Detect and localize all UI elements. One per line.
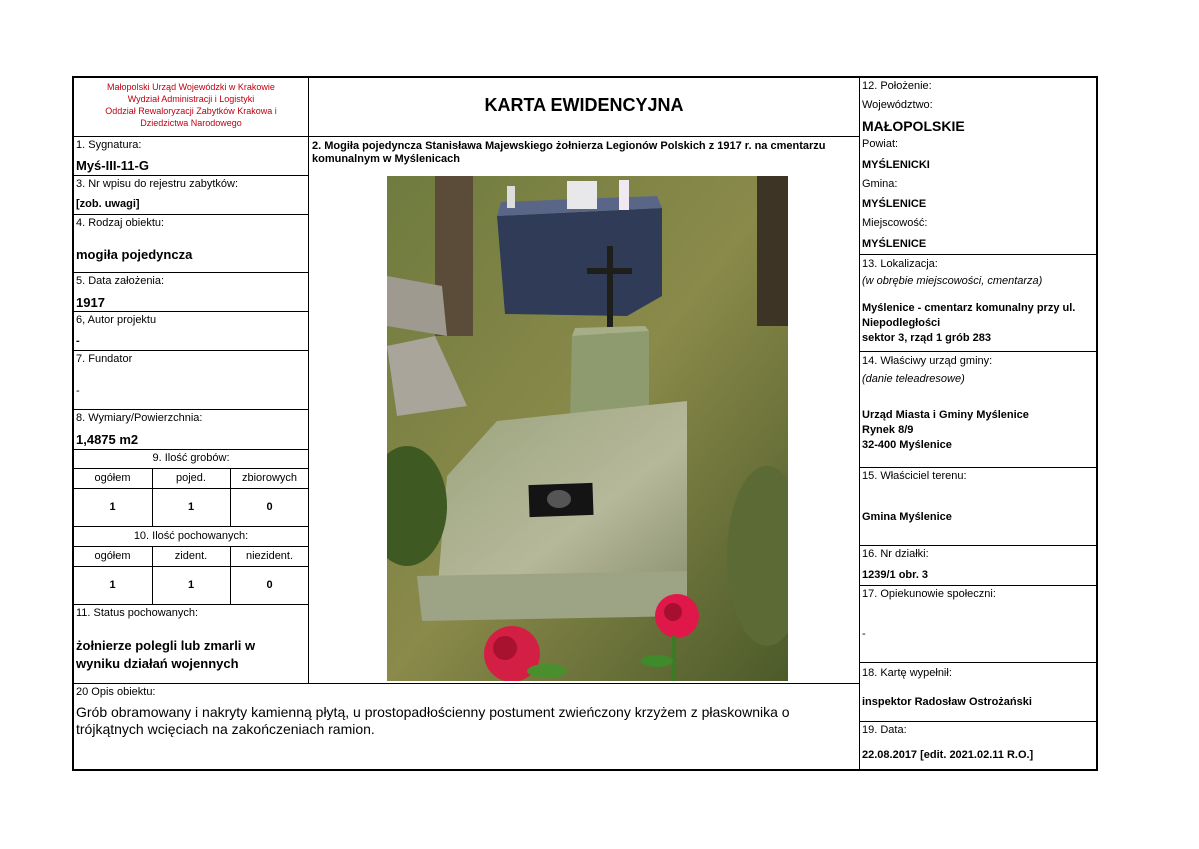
- divider: [73, 272, 309, 273]
- data-wypelnienia-label: 19. Data:: [862, 724, 907, 736]
- opis-text: [76, 704, 856, 738]
- powiat-label: Powiat:: [862, 138, 899, 150]
- object-name-line: komunalnym w Myślenicach: [312, 153, 460, 165]
- wlasciciel-value: Gmina Myślenice: [862, 511, 952, 523]
- office-line: Małopolski Urząd Wojewódzki w Krakowie: [107, 82, 275, 92]
- office-line: Wydział Administracji i Logistyki: [127, 94, 255, 104]
- groby-header: ogółem: [94, 472, 131, 484]
- wypelnil-label: 18. Kartę wypełnił:: [862, 667, 952, 679]
- divider: [73, 175, 309, 176]
- divider: [73, 604, 309, 605]
- gmina-label: Gmina:: [862, 178, 898, 190]
- divider: [859, 662, 1097, 663]
- wymiary-label: 8. Wymiary/Powierzchnia:: [76, 412, 203, 424]
- data-value: 1917: [76, 295, 105, 310]
- page-title: KARTA EWIDENCYJNA: [484, 95, 684, 115]
- lokalizacja-value: [862, 301, 1094, 346]
- wymiary-value: 1,4875 m2: [76, 432, 139, 447]
- grave-photo: [387, 176, 788, 681]
- divider: [73, 214, 309, 215]
- opis-line: Grób obramowany i nakryty kamienną płytą, u prostopadłościenny postument zwieńczony krzyżem z płaskownika o: [76, 704, 790, 720]
- divider: [73, 409, 309, 410]
- groby-value: 1: [109, 501, 116, 513]
- groby-header: pojed.: [176, 472, 206, 484]
- divider: [859, 545, 1097, 546]
- divider: [73, 350, 309, 351]
- divider: [73, 526, 309, 527]
- divider: [73, 566, 309, 567]
- sygnatura-value: Myś-III-11-G: [76, 158, 149, 173]
- pochowani-header: ogółem: [94, 550, 131, 562]
- status-label: 11. Status pochowanych:: [76, 607, 199, 619]
- divider: [73, 449, 309, 450]
- data-label: 5. Data założenia:: [76, 275, 165, 287]
- urzad-line: Urząd Miasta i Gminy Myślenice: [862, 409, 1029, 421]
- urzad-line: Rynek 8/9: [862, 424, 914, 436]
- dzialka-value: 1239/1 obr. 3: [862, 569, 929, 581]
- divider: [859, 77, 860, 770]
- urzad-line: 32-400 Myślenice: [862, 439, 952, 451]
- groby-value: 0: [266, 501, 273, 513]
- status-value: [76, 637, 255, 673]
- wypelnil-value: inspektor Radosław Ostrożański: [862, 696, 1032, 708]
- gmina-value: MYŚLENICE: [862, 198, 927, 210]
- divider: [859, 254, 1097, 255]
- groby-title: 9. Ilość grobów:: [152, 452, 230, 464]
- lokalizacja-line: sektor 3, rząd 1 grób 283: [862, 332, 991, 344]
- powiat-value: MYŚLENICKI: [862, 159, 930, 171]
- divider: [73, 468, 309, 469]
- divider: [859, 585, 1097, 586]
- object-name-line: 2. Mogiła pojedyncza Stanisława Majewskiego żołnierza Legionów Polskich z 1917 r. na cmentarzu: [312, 140, 826, 152]
- status-line: żołnierze polegli lub zmarli w: [76, 638, 256, 653]
- divider: [73, 683, 859, 684]
- office-line: Dziedzictwa Narodowego: [140, 118, 242, 128]
- office-header: [74, 81, 308, 129]
- divider: [859, 721, 1097, 722]
- divider: [73, 311, 309, 312]
- object-name: [312, 140, 857, 166]
- fundator-label: 7. Fundator: [76, 353, 133, 365]
- lokalizacja-line: Niepodległości: [862, 317, 941, 329]
- miejscowosc-value: MYŚLENICE: [862, 238, 927, 250]
- divider: [859, 351, 1097, 352]
- pochowani-value: 0: [266, 579, 273, 591]
- dzialka-label: 16. Nr działki:: [862, 548, 929, 560]
- autor-label: 6, Autor projektu: [76, 314, 157, 326]
- pochowani-header: zident.: [174, 550, 208, 562]
- opiekunowie-value: -: [862, 628, 866, 640]
- lokalizacja-hint: (w obrębie miejscowości, cmentarza): [862, 275, 1043, 287]
- office-line: Oddział Rewaloryzacji Zabytków Krakowa i: [105, 106, 277, 116]
- urzad-value: [862, 408, 1094, 453]
- divider: [308, 77, 309, 683]
- rodzaj-value: mogiła pojedyncza: [76, 247, 193, 262]
- pochowani-value: 1: [187, 579, 195, 591]
- rejestr-label: 3. Nr wpisu do rejestru zabytków:: [76, 178, 239, 190]
- polozenie-label: 12. Położenie:: [862, 80, 932, 92]
- divider: [73, 136, 859, 137]
- pochowani-title: 10. Ilość pochowanych:: [133, 530, 249, 542]
- autor-value: -: [76, 335, 80, 347]
- groby-value: 1: [187, 501, 195, 513]
- groby-header: zbiorowych: [241, 472, 298, 484]
- rejestr-value: [zob. uwagi]: [76, 198, 140, 210]
- opis-line: trójkątnych wcięciach na zakończeniach ramion.: [76, 721, 375, 737]
- wlasciciel-label: 15. Właściciel terenu:: [862, 470, 967, 482]
- urzad-hint: (danie teleadresowe): [862, 373, 965, 385]
- woj-label: Województwo:: [862, 99, 933, 111]
- status-line: wyniku działań wojennych: [76, 656, 239, 671]
- urzad-label: 14. Właściwy urząd gminy:: [862, 355, 993, 367]
- data-wypelnienia-value: 22.08.2017 [edit. 2021.02.11 R.O.]: [862, 749, 1034, 761]
- opis-label: 20 Opis obiektu:: [76, 686, 156, 698]
- divider: [73, 488, 309, 489]
- opiekunowie-label: 17. Opiekunowie społeczni:: [862, 588, 996, 600]
- rodzaj-label: 4. Rodzaj obiektu:: [76, 217, 165, 229]
- pochowani-value: 1: [109, 579, 116, 591]
- lokalizacja-label: 13. Lokalizacja:: [862, 258, 938, 270]
- lokalizacja-line: Myślenice - cmentarz komunalny przy ul.: [862, 302, 1076, 314]
- woj-value: MAŁOPOLSKIE: [862, 118, 965, 134]
- divider: [859, 467, 1097, 468]
- pochowani-header: niezident.: [245, 550, 294, 562]
- sygnatura-label: 1. Sygnatura:: [76, 139, 142, 151]
- fundator-value: -: [76, 385, 80, 397]
- miejscowosc-label: Miejscowość:: [862, 217, 928, 229]
- divider: [73, 546, 309, 547]
